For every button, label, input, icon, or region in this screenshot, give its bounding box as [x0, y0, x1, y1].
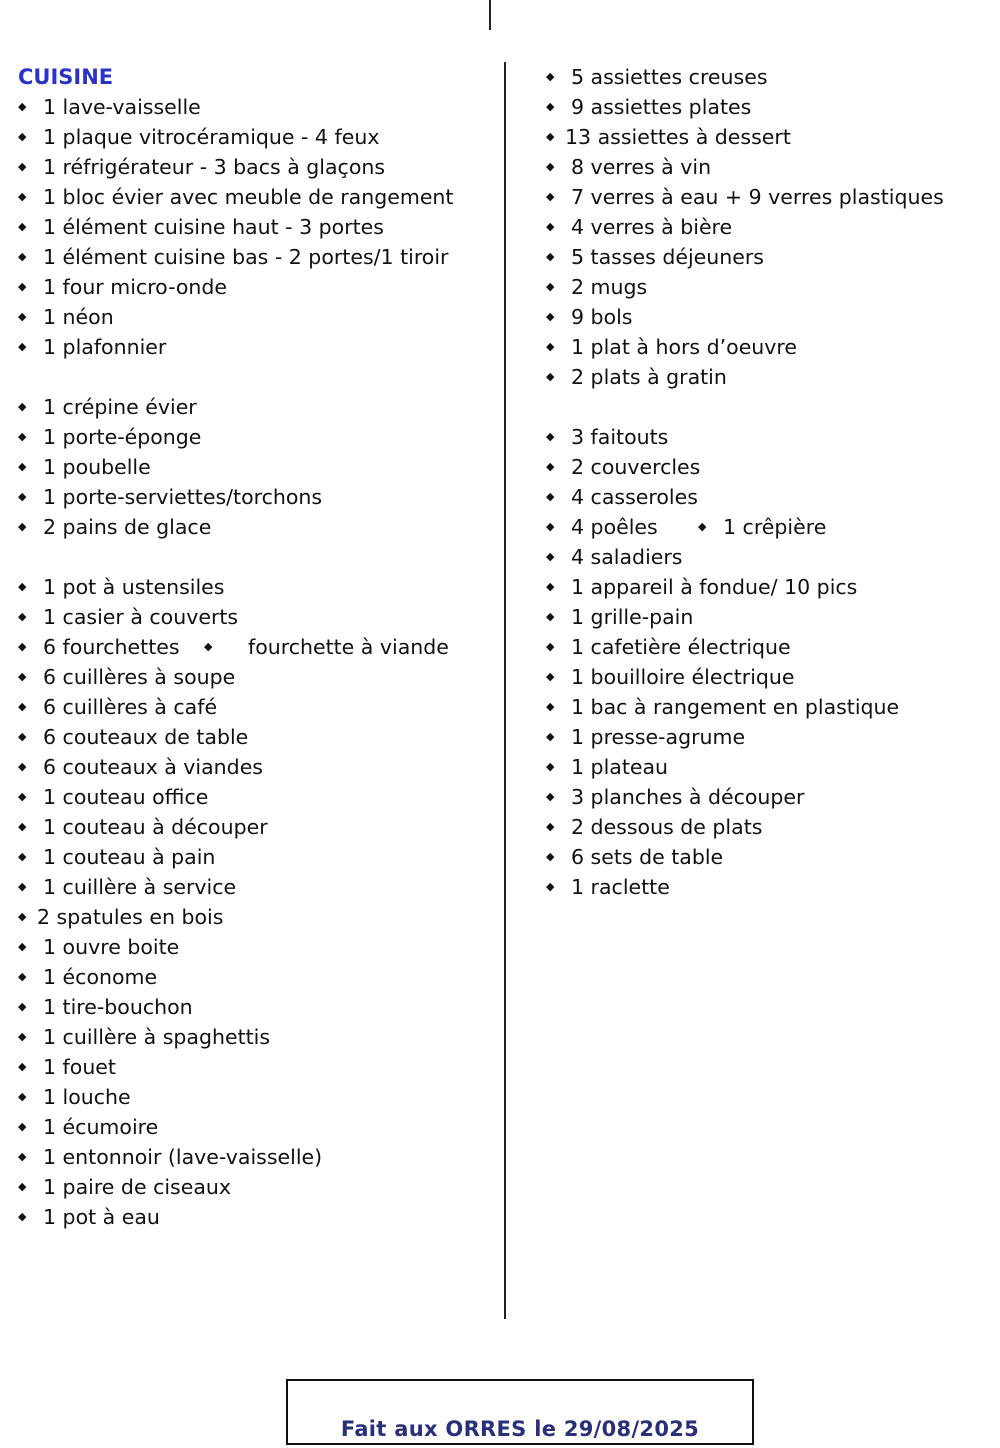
diamond-bullet-icon: ◆: [18, 670, 27, 683]
list-item: [18, 422, 498, 452]
list-spacer: [546, 392, 986, 422]
list-item-label: 9 bols: [571, 305, 633, 329]
list-item: [18, 992, 498, 1022]
list-item-label: 4 saladiers: [571, 545, 683, 569]
list-item: [18, 482, 498, 512]
list-item-label: 1 économe: [43, 965, 158, 989]
list-item-label: 1 cuillère à spaghettis: [43, 1025, 271, 1049]
diamond-bullet-icon: ◆: [546, 790, 555, 803]
list-item: [546, 182, 986, 212]
list-item: [18, 932, 498, 962]
diamond-bullet-icon: ◆: [18, 730, 27, 743]
list-item-label: 2 dessous de plats: [571, 815, 763, 839]
list-item: [546, 722, 986, 752]
list-item: [18, 722, 498, 752]
diamond-bullet-icon: ◆: [18, 1060, 27, 1073]
list-item: [18, 1112, 498, 1142]
list-item-inline-label: 1 crêpière: [723, 515, 827, 539]
list-item-label: 1 tire-bouchon: [43, 995, 193, 1019]
diamond-bullet-icon: ◆: [204, 640, 213, 653]
list-item: [546, 482, 986, 512]
list-item: [546, 92, 986, 122]
list-item-label: 4 casseroles: [571, 485, 698, 509]
list-item: [546, 242, 986, 272]
list-item-label: 1 lave-vaisselle: [43, 95, 201, 119]
list-item-label: 2 couvercles: [571, 455, 701, 479]
diamond-bullet-icon: ◆: [546, 280, 555, 293]
list-item: [546, 62, 986, 92]
list-item: [18, 1142, 498, 1172]
diamond-bullet-icon: ◆: [546, 490, 555, 503]
list-item-label: 2 plats à gratin: [571, 365, 727, 389]
diamond-bullet-icon: ◆: [546, 700, 555, 713]
footer-text: Fait aux ORRES le 29/08/2025: [340, 1417, 700, 1441]
footer-box: [286, 1379, 754, 1445]
list-item-label: 1 couteau à découper: [43, 815, 268, 839]
list-item-label: 5 tasses déjeuners: [571, 245, 764, 269]
list-item: [18, 602, 498, 632]
list-item: [546, 302, 986, 332]
list-item: [546, 152, 986, 182]
diamond-bullet-icon: ◆: [18, 280, 27, 293]
list-item: [546, 782, 986, 812]
list-item-label: 1 porte-serviettes/torchons: [43, 485, 323, 509]
list-item-label: 4 verres à bière: [571, 215, 733, 239]
list-item: [18, 392, 498, 422]
list-item-label: 4 poêles: [571, 515, 658, 539]
diamond-bullet-icon: ◆: [18, 160, 27, 173]
diamond-bullet-icon: ◆: [18, 250, 27, 263]
diamond-bullet-icon: ◆: [18, 1030, 27, 1043]
diamond-bullet-icon: ◆: [18, 1180, 27, 1193]
list-item: [546, 422, 986, 452]
list-item: [18, 872, 498, 902]
list-item: [18, 962, 498, 992]
list-item-label: 2 pains de glace: [43, 515, 212, 539]
list-item-label: 1 casier à couverts: [43, 605, 239, 629]
list-item: [18, 1172, 498, 1202]
list-item-label: 1 réfrigérateur - 3 bacs à glaçons: [43, 155, 386, 179]
list-item-label: 1 élément cuisine bas - 2 portes/1 tiroir: [43, 245, 449, 269]
list-item-label: 1 crépine évier: [43, 395, 197, 419]
diamond-bullet-icon: ◆: [546, 820, 555, 833]
diamond-bullet-icon: ◆: [546, 730, 555, 743]
list-item: [18, 752, 498, 782]
diamond-bullet-icon: ◆: [546, 610, 555, 623]
diamond-bullet-icon: ◆: [18, 490, 27, 503]
list-item-inline-label: fourchette à viande: [248, 635, 449, 659]
diamond-bullet-icon: ◆: [546, 310, 555, 323]
list-item-label: 1 four micro-onde: [43, 275, 228, 299]
list-item-label: 13 assiettes à dessert: [565, 125, 791, 149]
list-item-label: 1 bac à rangement en plastique: [571, 695, 900, 719]
diamond-bullet-icon: ◆: [546, 430, 555, 443]
list-item-label: 3 planches à découper: [571, 785, 805, 809]
diamond-bullet-icon: ◆: [18, 190, 27, 203]
list-item: [18, 122, 498, 152]
diamond-bullet-icon: ◆: [698, 520, 707, 533]
diamond-bullet-icon: ◆: [546, 640, 555, 653]
diamond-bullet-icon: ◆: [18, 610, 27, 623]
list-item: [18, 272, 498, 302]
list-item-label: 6 couteaux à viandes: [43, 755, 263, 779]
diamond-bullet-icon: ◆: [18, 910, 27, 923]
diamond-bullet-icon: ◆: [546, 850, 555, 863]
list-item: [18, 662, 498, 692]
list-item-label: 1 poubelle: [43, 455, 151, 479]
diamond-bullet-icon: ◆: [546, 130, 555, 143]
list-item-label: 1 pot à ustensiles: [43, 575, 225, 599]
diamond-bullet-icon: ◆: [546, 220, 555, 233]
list-item: [546, 752, 986, 782]
diamond-bullet-icon: ◆: [18, 1000, 27, 1013]
diamond-bullet-icon: ◆: [546, 340, 555, 353]
diamond-bullet-icon: ◆: [546, 880, 555, 893]
list-item: [546, 602, 986, 632]
diamond-bullet-icon: ◆: [18, 460, 27, 473]
diamond-bullet-icon: ◆: [18, 1090, 27, 1103]
list-item: [18, 572, 498, 602]
list-item-label: 1 porte-éponge: [43, 425, 202, 449]
list-item: [546, 332, 986, 362]
column-divider: [504, 62, 506, 1319]
list-item: [546, 632, 986, 662]
list-item-label: 1 pot à eau: [43, 1205, 160, 1229]
diamond-bullet-icon: ◆: [18, 790, 27, 803]
diamond-bullet-icon: ◆: [18, 580, 27, 593]
diamond-bullet-icon: ◆: [18, 970, 27, 983]
list-item: [18, 332, 498, 362]
list-item-label: 1 néon: [43, 305, 114, 329]
list-item-label: 6 couteaux de table: [43, 725, 249, 749]
diamond-bullet-icon: ◆: [18, 400, 27, 413]
list-item: [546, 452, 986, 482]
list-item-label: 6 cuillères à soupe: [43, 665, 236, 689]
diamond-bullet-icon: ◆: [18, 310, 27, 323]
list-item-label: 6 fourchettes: [43, 635, 180, 659]
diamond-bullet-icon: ◆: [18, 760, 27, 773]
list-item: [18, 692, 498, 722]
list-item-label: 1 louche: [43, 1085, 131, 1109]
list-item-label: 5 assiettes creuses: [571, 65, 768, 89]
diamond-bullet-icon: ◆: [18, 430, 27, 443]
diamond-bullet-icon: ◆: [546, 190, 555, 203]
list-item-label: 1 cuillère à service: [43, 875, 237, 899]
list-item: [18, 92, 498, 122]
list-item-label: 3 faitouts: [571, 425, 669, 449]
diamond-bullet-icon: ◆: [18, 880, 27, 893]
list-item: [18, 812, 498, 842]
diamond-bullet-icon: ◆: [18, 1150, 27, 1163]
list-item-label: 1 plateau: [571, 755, 669, 779]
diamond-bullet-icon: ◆: [18, 700, 27, 713]
left-inventory-list: [18, 92, 498, 1232]
list-item-label: 1 ouvre boite: [43, 935, 180, 959]
list-item: [546, 512, 986, 542]
list-item-label: 1 élément cuisine haut - 3 portes: [43, 215, 384, 239]
list-item-label: 8 verres à vin: [571, 155, 712, 179]
list-item: [18, 1202, 498, 1232]
list-item: [18, 1022, 498, 1052]
list-item-label: 1 presse-agrume: [571, 725, 746, 749]
list-item: [18, 632, 498, 662]
list-item: [546, 872, 986, 902]
diamond-bullet-icon: ◆: [18, 340, 27, 353]
list-item: [18, 182, 498, 212]
diamond-bullet-icon: ◆: [18, 220, 27, 233]
list-item-label: 1 paire de ciseaux: [43, 1175, 232, 1199]
list-item: [18, 302, 498, 332]
list-item: [18, 842, 498, 872]
list-spacer: [18, 362, 498, 392]
diamond-bullet-icon: ◆: [18, 520, 27, 533]
diamond-bullet-icon: ◆: [18, 1210, 27, 1223]
list-item-label: 1 plafonnier: [43, 335, 167, 359]
diamond-bullet-icon: ◆: [546, 580, 555, 593]
list-item-label: 1 couteau à pain: [43, 845, 216, 869]
list-item: [546, 812, 986, 842]
list-item: [18, 242, 498, 272]
list-item-label: 1 appareil à fondue/ 10 pics: [571, 575, 858, 599]
diamond-bullet-icon: ◆: [18, 640, 27, 653]
list-item-label: 6 cuillères à café: [43, 695, 218, 719]
diamond-bullet-icon: ◆: [18, 820, 27, 833]
list-item-label: 2 mugs: [571, 275, 648, 299]
list-item-label: 1 cafetière électrique: [571, 635, 791, 659]
list-item: [18, 1082, 498, 1112]
list-item: [18, 212, 498, 242]
list-spacer: [18, 542, 498, 572]
list-item-label: 2 spatules en bois: [37, 905, 224, 929]
list-item: [18, 1052, 498, 1082]
list-item: [546, 572, 986, 602]
diamond-bullet-icon: ◆: [18, 850, 27, 863]
list-item: [18, 452, 498, 482]
list-item-label: 1 plat à hors d’oeuvre: [571, 335, 798, 359]
list-item-label: 1 raclette: [571, 875, 670, 899]
list-item: [546, 692, 986, 722]
top-rule: [489, 0, 491, 30]
list-item: [546, 122, 986, 152]
diamond-bullet-icon: ◆: [18, 130, 27, 143]
diamond-bullet-icon: ◆: [546, 460, 555, 473]
list-item: [546, 272, 986, 302]
diamond-bullet-icon: ◆: [18, 1120, 27, 1133]
diamond-bullet-icon: ◆: [546, 520, 555, 533]
diamond-bullet-icon: ◆: [18, 940, 27, 953]
list-item-label: 1 couteau office: [43, 785, 209, 809]
diamond-bullet-icon: ◆: [546, 100, 555, 113]
list-item: [546, 662, 986, 692]
diamond-bullet-icon: ◆: [546, 160, 555, 173]
list-item-label: 1 fouet: [43, 1055, 116, 1079]
diamond-bullet-icon: ◆: [546, 70, 555, 83]
list-item: [546, 212, 986, 242]
list-item-label: 1 grille-pain: [571, 605, 694, 629]
list-item-label: 1 entonnoir (lave-vaisselle): [43, 1145, 323, 1169]
list-item-label: 1 bouilloire électrique: [571, 665, 795, 689]
section-title: CUISINE: [18, 65, 114, 89]
list-item: [18, 512, 498, 542]
right-inventory-list: [546, 62, 986, 902]
list-item-label: 7 verres à eau + 9 verres plastiques: [571, 185, 944, 209]
list-item: [18, 782, 498, 812]
list-item-label: 1 écumoire: [43, 1115, 159, 1139]
diamond-bullet-icon: ◆: [546, 670, 555, 683]
list-item-label: 9 assiettes plates: [571, 95, 752, 119]
list-item: [18, 152, 498, 182]
diamond-bullet-icon: ◆: [18, 100, 27, 113]
diamond-bullet-icon: ◆: [546, 370, 555, 383]
list-item: [546, 842, 986, 872]
diamond-bullet-icon: ◆: [546, 550, 555, 563]
list-item-label: 1 plaque vitrocéramique - 4 feux: [43, 125, 380, 149]
list-item: [546, 542, 986, 572]
list-item-label: 6 sets de table: [571, 845, 724, 869]
list-item: [546, 362, 986, 392]
list-item-label: 1 bloc évier avec meuble de rangement: [43, 185, 454, 209]
list-item: [18, 902, 498, 932]
diamond-bullet-icon: ◆: [546, 760, 555, 773]
diamond-bullet-icon: ◆: [546, 250, 555, 263]
